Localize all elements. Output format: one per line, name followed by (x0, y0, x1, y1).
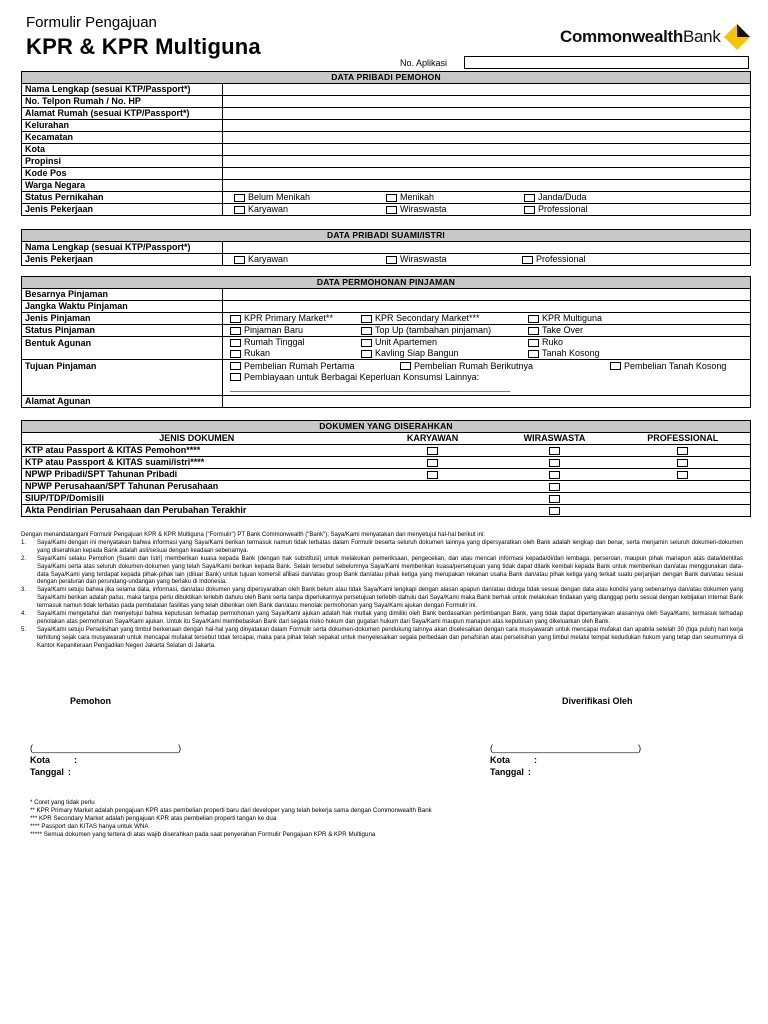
documents-table (21, 420, 751, 517)
checkbox-icon[interactable] (427, 459, 438, 467)
option-kpr-secondary[interactable]: KPR Secondary Market*** (361, 313, 480, 324)
field-label: Kecamatan (22, 132, 223, 144)
table-row (22, 457, 751, 469)
checkbox-icon[interactable] (230, 350, 241, 358)
option-konsumsi-lainnya[interactable]: Pembiayaan untuk Berbagai Keperluan Konsumsi Lainnya: (230, 372, 479, 383)
nationality-field[interactable] (223, 180, 751, 192)
checkbox-icon[interactable] (549, 507, 560, 515)
option-top-up[interactable]: Top Up (tambahan pinjaman) (361, 325, 491, 336)
footnotes (30, 799, 432, 839)
application-number-field[interactable] (464, 56, 749, 69)
checkbox-icon[interactable] (234, 206, 245, 214)
verifier-date-label: Tanggal : (490, 767, 531, 777)
field-label: Warga Negara (22, 180, 223, 192)
checkbox-icon[interactable] (427, 471, 438, 479)
field-label: Propinsi (22, 156, 223, 168)
applicant-signature-line[interactable]: (_____________________________) (30, 743, 182, 753)
table-row (22, 493, 751, 505)
section-heading: DATA PRIBADI PEMOHON (22, 72, 751, 84)
section-heading: DATA PERMOHONAN PINJAMAN (22, 277, 751, 289)
field-label: Status Pernikahan (22, 192, 223, 204)
footnote: ***** Semua dokumen yang tertera di atas wajib diserahkan pada saat penyerahan Formulir Pengajuan KPR & KPR Multiguna (30, 831, 376, 838)
footnote: *** KPR Secondary Market adalah pengajuan KPR atas pembelian properti tangan ke dua (30, 815, 277, 822)
option-spouse-karyawan[interactable]: Karyawan (234, 254, 288, 265)
option-rumah-berikutnya[interactable]: Pembelian Rumah Berikutnya (400, 361, 533, 372)
application-number-label: No. Aplikasi (400, 57, 448, 68)
option-janda-duda[interactable]: Janda/Duda (524, 192, 587, 203)
spouse-name-field[interactable] (223, 242, 751, 254)
logo-wordmark: CommonwealthBank (560, 27, 721, 46)
declaration-item: 3. Saya/Kami setuju bahwa jika selama data, informasi, dan/atau dokumen yang dipersyaratkan oleh Bank belum atau tidak Saya/Kami lengkapi dengan alasan apapun dan/atau diduga tidak sesuai dengan data atau kondisi yang sebenarnya dan/atau dokumen yang Saya/Kami berikan adalah palsu, maka tanpa perlu dibuktikan terlebih dahulu oleh Bank serta tanpa diperlukannya persetujuan terlebih dahulu dari Saya/Kami maka Bank berhak untuk melakukan tindakan yang dianggap perlu sesuai dengan kebijakan internal Bank termasuk namun tidak terbatas pada pembatalan fasilitas yang telah diberikan oleh Bank dan/atau menolak permohonan yang Saya/Kami ajukan dengan Formulir ini. (21, 587, 743, 610)
checkbox-icon[interactable] (528, 315, 539, 323)
verifier-signature-line[interactable]: (_____________________________) (490, 743, 642, 753)
option-professional[interactable]: Professional (524, 204, 588, 215)
option-menikah[interactable]: Menikah (386, 192, 434, 203)
checkbox-icon[interactable] (230, 339, 241, 347)
document-name: SIUP/TDP/Domisili (22, 493, 372, 505)
document-name: KTP atau Passport & KITAS Pemohon**** (22, 445, 372, 457)
field-label: Jenis Pinjaman (22, 313, 223, 325)
checkbox-icon[interactable] (524, 194, 535, 202)
option-tanah-kosong[interactable]: Tanah Kosong (528, 348, 600, 359)
column-header: PROFESSIONAL (615, 433, 750, 445)
checkbox-icon[interactable] (361, 327, 372, 335)
declaration-item: 1. Saya/Kami dengan ini menyatakan bahwa informasi yang Saya/Kami berikan termasuk namun tidak terbatas dalam Formulir beserta seluruh dokumen lainnya yang dipersyaratkan oleh Bank adalah lengkap dan benar, serta menjamin seluruh dokumen-dokumen yang diserahkan kepada Bank adalah asli/sesuai dengan keadaan sebenarnya. (21, 539, 743, 554)
checkbox-icon[interactable] (361, 315, 372, 323)
field-label: Alamat Rumah (sesuai KTP/Passport*) (22, 108, 223, 120)
option-tanah-kosong-purchase[interactable]: Pembelian Tanah Kosong (610, 361, 726, 372)
checkbox-icon[interactable] (528, 350, 539, 358)
option-rumah-tinggal[interactable]: Rumah Tinggal (230, 337, 305, 348)
declaration-intro: Dengan menandatangani Formulir Pengajuan KPR & KPR Multiguna ("Formulir") PT Bank Commonwealth ("Bank"), Saya/Kami menyatakan dan menyetujui hal-hal berikut ini: (21, 532, 485, 538)
checkbox-icon[interactable] (230, 327, 241, 335)
field-label: Besarnya Pinjaman (22, 289, 223, 301)
kecamatan-field[interactable] (223, 132, 751, 144)
field-label: Jenis Pekerjaan (22, 204, 223, 216)
field-label: Jangka Waktu Pinjaman (22, 301, 223, 313)
option-kpr-primary[interactable]: KPR Primary Market** (230, 313, 333, 324)
applicant-data-table (21, 71, 751, 216)
form-title: KPR & KPR Multiguna (26, 34, 261, 59)
checkbox-icon[interactable] (549, 459, 560, 467)
checkbox-icon[interactable] (677, 447, 688, 455)
column-header: JENIS DOKUMEN (22, 433, 372, 445)
declaration-item: 2. Saya/Kami selaku Pemohon (Suami dan Istri) memberikan kuasa kepada Bank (dengan hak substitusi) untuk melakukan pemeriksaan, pengecekan, dan atau mencari informasi kepada/di/dari lembaga, perseroan, maupun pihak manapun atas data/identitas Saya/Kami serta atas seluruh dokumen-dokumen yang telah Saya/Kami berikan kepada Bank. Selain tersebut sebelumnya Saya/Kami memberikan kuasa/persetujuan yang tidak dapat ditarik kembali kepada Bank untuk memberikan dan/atau menggunakan data-data Saya/Kami yang terdapat kepada pihak-pihak lain (diluar Bank) untuk tujuan komersil afiliasi dan/atau group Bank dan/atau pihak ketiga yang merupakan rekanan usaha Bank dan/atau pihak ketiga yang terkait suatu perjanjian dengan Bank dan/atau sesuai dengan peraturan dan perundang-undangan yang berlaku di Indonesia. (21, 555, 743, 586)
checkbox-icon[interactable] (528, 339, 539, 347)
option-karyawan[interactable]: Karyawan (234, 204, 288, 215)
option-ruko[interactable]: Ruko (528, 337, 563, 348)
checkbox-icon[interactable] (524, 206, 535, 214)
table-row (22, 505, 751, 517)
document-name: Akta Pendirian Perusahaan dan Perubahan Terakhir (22, 505, 372, 517)
checkbox-icon[interactable] (549, 471, 560, 479)
checkbox-icon[interactable] (610, 362, 621, 370)
application-number-row (400, 56, 749, 69)
spouse-data-table (21, 229, 751, 266)
applicant-date-label: Tanggal : (30, 767, 71, 777)
option-spouse-wiraswasta[interactable]: Wiraswasta (386, 254, 447, 265)
field-label: Bentuk Agunan (22, 337, 223, 360)
option-wiraswasta[interactable]: Wiraswasta (386, 204, 447, 215)
declaration-text (21, 532, 743, 651)
option-take-over[interactable]: Take Over (528, 325, 583, 336)
field-label: No. Telpon Rumah / No. HP (22, 96, 223, 108)
field-label: Alamat Agunan (22, 396, 223, 408)
checkbox-icon[interactable] (549, 495, 560, 503)
form-subtitle: Formulir Pengajuan (26, 14, 157, 31)
option-pinjaman-baru[interactable]: Pinjaman Baru (230, 325, 303, 336)
checkbox-icon[interactable] (427, 447, 438, 455)
checkbox-icon[interactable] (522, 256, 533, 264)
full-name-field[interactable] (223, 84, 751, 96)
checkbox-icon[interactable] (528, 327, 539, 335)
table-row (22, 469, 751, 481)
checkbox-icon[interactable] (386, 256, 397, 264)
section-heading: DOKUMEN YANG DISERAHKAN (22, 421, 751, 433)
field-label: Tujuan Pinjaman (22, 360, 223, 396)
document-name: NPWP Perusahaan/SPT Tahunan Perusahaan (22, 481, 372, 493)
collateral-address-field[interactable] (223, 396, 751, 408)
document-name: NPWP Pribadi/SPT Tahunan Pribadi (22, 469, 372, 481)
declaration-item: 4. Saya/Kami mengetahui dan menyetujui bahwa keputusan terhadap permohonan yang Saya/Kami ajukan adalah hak mutlak yang dimiliki oleh Bank berdasarkan pertimbangan Bank, yang tidak dapat dipertanyakan alasannya oleh Saya/Kami, termasuk terhadap penolakan atas permohonan Saya/Kami ajukan. Untuk itu Saya/Kami membebaskan Bank dari segala risiko hukum dan gugatan hukum dari Saya/Kami maupun manapun atas keputusan yang dikeluarkan oleh Bank. (21, 611, 743, 625)
option-kpr-multiguna[interactable]: KPR Multiguna (528, 313, 602, 324)
checkbox-icon[interactable] (361, 339, 372, 347)
option-unit-apartemen[interactable]: Unit Apartemen (361, 337, 437, 348)
option-rumah-pertama[interactable]: Pembelian Rumah Pertama (230, 361, 355, 372)
table-row (22, 481, 751, 493)
footnote: **** Passport dan KITAS hanya untuk WNA (30, 823, 149, 830)
option-belum-menikah[interactable]: Belum Menikah (234, 192, 310, 203)
column-header: WIRASWASTA (494, 433, 616, 445)
checkbox-icon[interactable] (400, 362, 411, 370)
phone-field[interactable] (223, 96, 751, 108)
applicant-city-label: Kota : (30, 755, 77, 765)
checkbox-icon[interactable] (234, 256, 245, 264)
field-label: Jenis Pekerjaan (22, 254, 223, 266)
province-field[interactable] (223, 156, 751, 168)
footnote: ** KPR Primary Market adalah pengajuan KPR atas pembelian properti baru dari developer yang telah bekerja sama dengan Commonwealth Bank (30, 807, 432, 814)
loan-term-field[interactable] (223, 301, 751, 313)
checkbox-icon[interactable] (549, 483, 560, 491)
option-spouse-professional[interactable]: Professional (522, 254, 586, 265)
address-field[interactable] (223, 108, 751, 120)
checkbox-icon[interactable] (386, 194, 397, 202)
checkbox-icon[interactable] (677, 459, 688, 467)
field-label: Kota (22, 144, 223, 156)
document-name: KTP atau Passport & KITAS suami/istri**** (22, 457, 372, 469)
checkbox-icon[interactable] (677, 471, 688, 479)
checkbox-icon[interactable] (230, 362, 241, 370)
loan-amount-field[interactable] (223, 289, 751, 301)
applicant-signature-label: Pemohon (70, 696, 112, 706)
checkbox-icon[interactable] (230, 373, 241, 381)
option-rukan[interactable]: Rukan (230, 348, 270, 359)
table-row (22, 445, 751, 457)
verifier-signature-label: Diverifikasi Oleh (562, 696, 633, 706)
field-label: Nama Lengkap (sesuai KTP/Passport*) (22, 242, 223, 254)
field-label: Kode Pos (22, 168, 223, 180)
loan-request-table (21, 276, 751, 408)
purpose-other-line[interactable]: _______________________________________________________________ (230, 382, 511, 392)
verifier-city-label: Kota : (490, 755, 537, 765)
checkbox-icon[interactable] (361, 350, 372, 358)
bank-logo (560, 22, 751, 52)
option-kavling[interactable]: Kavling Siap Bangun (361, 348, 459, 359)
checkbox-icon[interactable] (386, 206, 397, 214)
column-header: KARYAWAN (372, 433, 494, 445)
diamond-logo-icon (723, 23, 751, 51)
checkbox-icon[interactable] (230, 315, 241, 323)
postal-code-field[interactable] (223, 168, 751, 180)
checkbox-icon[interactable] (234, 194, 245, 202)
field-label: Kelurahan (22, 120, 223, 132)
field-label: Nama Lengkap (sesuai KTP/Passport*) (22, 84, 223, 96)
checkbox-icon[interactable] (549, 447, 560, 455)
field-label: Status Pinjaman (22, 325, 223, 337)
footnote: * Coret yang tidak perlu (30, 799, 95, 806)
section-heading: DATA PRIBADI SUAMI/ISTRI (22, 230, 751, 242)
declaration-item: 5. Saya/Kami setuju Perselisihan yang timbul berkenaan dengan hal-hal yang dinyatakan dalam Formulir serta dokumen-dokumen pendukung lainnya akan diselesaikan dengan cara musyawarah untuk mencapai mufakat dan apabila setelah 30 (tiga puluh) hari kerja terhitung sejak cara musyawarah untuk mencapai mufakat tersebut tidak tercapai, maka para pihak telah sepakat untuk menyelesaikan segala perbedaan dan penafsiran atau perselisihan yang timbul melalui tempat kedudukan hukum yang tetap dan seumumnya di Kantor Kepaniteraan Pengadilan Negeri Jakarta Selatan di Jakarta. (21, 626, 743, 649)
city-field[interactable] (223, 144, 751, 156)
kelurahan-field[interactable] (223, 120, 751, 132)
